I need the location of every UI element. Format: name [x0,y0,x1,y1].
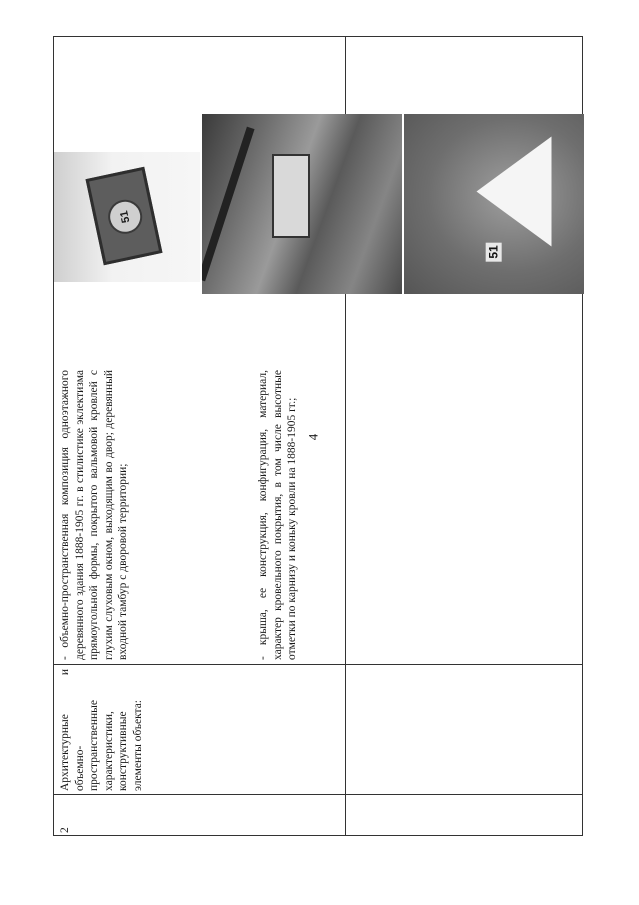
row-divider [54,794,582,795]
description-roof: - крыша, ее конструкция, конфигурация, материал, характер кровельного покрытия, в том числе высотные отметки по карнизу и коньку кровли на 1888-1905 гг.; [257,370,298,660]
plate-number: 51 [105,197,145,237]
photo-building-facade [202,114,402,294]
features-table [53,36,583,836]
description-volume: - объемно-пространственная композиция одноэтажного деревянного здания 1888-1905 гг. в стилистике эклектизма прямоугольной формы, покрытого вальмовой кровлей с глухим слуховым окном, выходящим во двор; деревянный входной тамбур с дворовой территории; [59,370,129,660]
row-index: 2 [59,827,71,833]
roof-highlight-icon [477,137,552,247]
page-number: 4 [305,433,321,441]
row-divider [54,664,582,665]
roof-house-number: 51 [486,242,502,261]
photo-roof [404,114,584,294]
photo-sign-plate [54,152,200,282]
category-text: Архитектурные и объемно-пространственные характеристики, конструктивные элементы объекта: [59,669,144,791]
window-icon [272,154,310,238]
